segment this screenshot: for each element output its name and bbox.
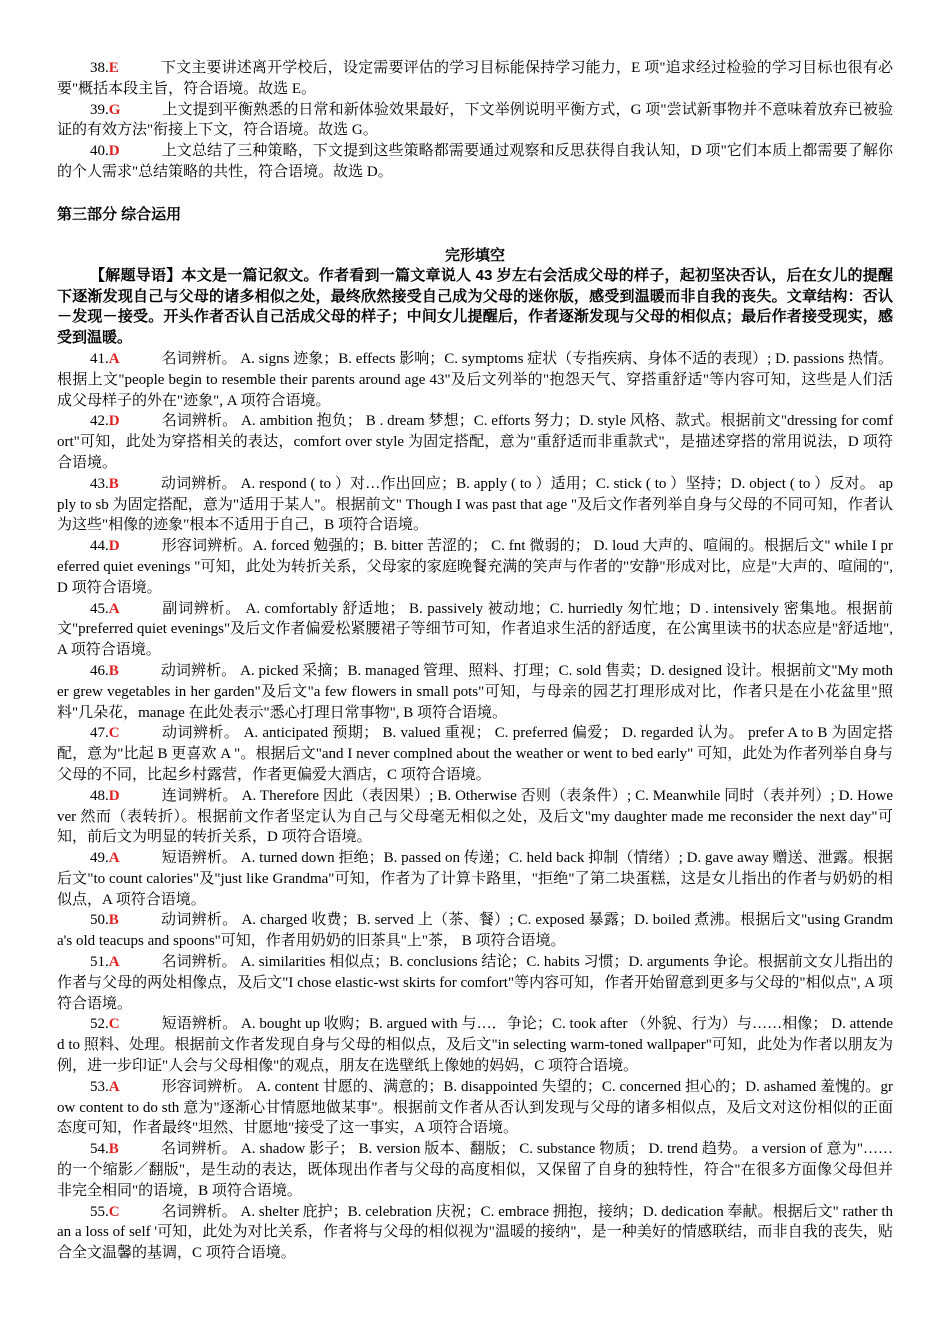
question-number: 48. xyxy=(90,787,109,804)
explanation-text: 上文总结了三种策略，下文提到这些策略都需要通过观察和反思获得自我认知，D 项"它们本质上都需要了解你的个人需求"总结策略的共性，符合语境。故选 D。 xyxy=(57,143,893,180)
explanation-text: 动词辨析。 A. picked 采摘；B. managed 管理、照料、打理；C. sold 售卖；D. designed 设计。根据前文"My mother grew vegetables in her garden"及后文"a few flowers in small pots"可知，与母亲的园艺打理形成对比，作者只是在小花盆里"照料"几朵花，manage 在此处表示"悉心打理日常事物", B 项符合语境。 xyxy=(57,662,893,721)
explanation-text: 名词辨析。 A. similarities 相似点；B. conclusions 结论；C. habits 习惯；D. arguments 争论。根据前文女儿指出的作者与父母的两处相像点，及后文"I chose elastic-wst skirts for comfort"等内容可知，作者开始留意到更多与父母的"相似点", A 项符合语境。 xyxy=(57,954,893,1012)
answer-list-cloze xyxy=(57,349,893,1264)
question-number: 41. xyxy=(90,350,109,367)
question-number: 46. xyxy=(90,662,109,679)
explanation-text: 副词辨析。 A. comfortably 舒适地； B. passively 被动地；C. hurriedly 匆忙地；D . intensively 密集地。根据前文"preferred quiet evenings"及后文作者偏爱松紧腰裙子等细节可知，作者追求生活的舒适度，在公寓里读书的状态应是"舒适地", A 项符合语境。 xyxy=(57,600,893,659)
question-number: 53. xyxy=(90,1078,109,1095)
answer-item xyxy=(57,411,893,473)
answer-letter: A xyxy=(108,850,120,867)
answer-item xyxy=(57,474,893,536)
answer-item xyxy=(57,1139,893,1201)
question-number: 44. xyxy=(90,538,109,555)
explanation-text: 动词辨析。 A. charged 收费；B. served 上（茶、餐）; C. exposed 暴露；D. boiled 煮沸。根据后文"using Grandma's old teacups and spoons"可知，作者用奶奶的旧茶具"上"茶， B 项符合语境。 xyxy=(57,912,893,950)
explanation-text: 动词辨析。 A. anticipated 预期； B. valued 重视； C. preferred 偏爱； D. regarded 认为。 prefer A to B 为固定搭配，意为"比起 B 更喜欢 A "。根据后文"and I never complned about the weather or went to bed early" 可知，此处为作者列举自身与父母的不同，比起乡村露营，作者更偏爱大酒店，C 项符合语境。 xyxy=(57,725,893,783)
explanation-text: 名词辨析。 A. shelter 庇护；B. celebration 庆祝；C. embrace 拥抱，接纳；D. dedication 奉献。根据后文" rather than a loss of self '可知，此处为对比关系，作者将与父母的相似视为"温暖的接纳"，是一种美好的情感联结，而非自我的丧失，贴合全文温馨的基调，C 项符合语境。 xyxy=(57,1203,893,1262)
question-number: 42. xyxy=(90,413,109,430)
answer-letter: B xyxy=(108,1141,119,1158)
answer-letter: G xyxy=(108,101,121,118)
explanation-text: 名词辨析。 A. ambition 抱负； B . dream 梦想；C. efforts 努力；D. style 风格、款式。根据前文"dressing for comfort"可知，此处为穿搭相关的表达，comfort over style 为固定搭配，意为"重舒适而非重款式"，是描述穿搭的常用说法，D 项符合语境。 xyxy=(57,413,893,471)
question-number: 47. xyxy=(90,725,109,742)
answer-letter: A xyxy=(108,954,120,971)
explanation-text: 短语辨析。 A. turned down 拒绝；B. passed on 传递；C. held back 抑制（情绪）; D. gave away 赠送、泄露。根据后文"to count calories"及"just like Grandma"可知，作者为了计算卡路里，"拒绝"了第二块蛋糕，这是女儿指出的作者与奶奶的相似点，A 项符合语境。 xyxy=(57,850,893,908)
document-page xyxy=(57,58,893,1264)
answer-item xyxy=(57,1202,893,1264)
answer-item xyxy=(57,661,893,723)
answer-letter: B xyxy=(108,662,119,679)
explanation-text: 名词辨析。 A. shadow 影子； B. version 版本、翻版； C. substance 物质； D. trend 趋势。 a version of 意为"……的一个缩影／翻版"，是生动的表达，既体现出作者与父母的高度相似，又保留了自身的独特性，符合"在很多方面像父母但并非完全相同"的语境，B 项符合语境。 xyxy=(57,1141,893,1199)
answer-letter: B xyxy=(108,475,119,492)
answer-item xyxy=(57,100,893,142)
answer-item xyxy=(57,910,893,952)
answer-item xyxy=(57,536,893,598)
answer-letter: C xyxy=(108,1016,120,1033)
question-number: 45. xyxy=(90,600,109,617)
answer-letter: D xyxy=(108,538,120,555)
answer-item xyxy=(57,1077,893,1139)
answer-item xyxy=(57,723,893,785)
answer-item xyxy=(57,786,893,848)
explanation-text: 上文提到平衡熟悉的日常和新体验效果最好，下文举例说明平衡方式，G 项"尝试新事物并不意味着放弃已被验证的有效方法"衔接上下文，符合语境。故选 G。 xyxy=(57,101,893,139)
answer-item xyxy=(57,599,893,661)
question-number: 40. xyxy=(90,143,109,160)
question-number: 39. xyxy=(90,101,109,118)
answer-list-top xyxy=(57,58,893,183)
answer-letter: A xyxy=(108,600,120,617)
question-number: 51. xyxy=(90,954,109,971)
answer-letter: C xyxy=(108,1203,120,1220)
explanation-text: 形容词辨析。 A. content 甘愿的、满意的；B. disappointed 失望的；C. concerned 担心的；D. ashamed 羞愧的。grow content to do sth 意为"逐渐心甘情愿地做某事"。根据前文作者从否认到发现与父母的诸多相似点，及后文对这份相似的正面态度可知，作者最终"坦然、甘愿地"接受了这一事实，A 项符合语境。 xyxy=(57,1078,893,1137)
answer-item xyxy=(57,952,893,1014)
guide-paragraph: 【解题导语】本文是一篇记叙文。作者看到一篇文章说人 43 岁左右会活成父母的样子，起初坚决否认，后在女儿的提醒下逐渐发现自己与父母的诸多相似之处，最终欣然接受自己成为父母的迷你版，感受到温暖而非自我的丧失。文章结构：否认－发现－接受。开头作者否认自己活成父母的样子；中间女儿提醒后，作者逐渐发现与父母的相似点；最后作者接受现实，感受到温暖。 xyxy=(57,266,893,347)
answer-item xyxy=(57,1014,893,1076)
question-number: 50. xyxy=(90,912,109,929)
answer-item xyxy=(57,141,893,183)
explanation-text: 短语辨析。 A. bought up 收购；B. argued with 与…．争论；C. took after （外貌、行为）与……相像； D. attended to 照料、处理。根据前文作者发现自身与父母的相似点，及后文"in selecting warm-toned wallpaper"可知，此处为作者以朋友为例，进一步印证"人会与父母相像"的观点，朋友在选壁纸上像她的妈妈，C 项符合语境。 xyxy=(57,1016,893,1075)
question-number: 52. xyxy=(90,1016,109,1033)
answer-letter: D xyxy=(108,787,120,804)
answer-item xyxy=(57,349,893,411)
section-heading: 第三部分 综合运用 xyxy=(57,205,182,223)
answer-letter: D xyxy=(108,143,120,160)
cloze-title: 完形填空 xyxy=(444,246,505,264)
question-number: 54. xyxy=(90,1141,109,1158)
answer-letter: B xyxy=(108,912,119,929)
answer-letter: C xyxy=(108,725,120,742)
explanation-text: 连词辨析。 A. Therefore 因此（表因果）; B. Otherwise 否则（表条件）; C. Meanwhile 同时（表并列）; D. However 然而（表转折）。根据前文作者坚定认为自己与父母毫无相似之处，及后文"my daughter made me reconsider the next day"可知，前后文为明显的转折关系，D 项符合语境。 xyxy=(57,787,893,846)
question-number: 49. xyxy=(90,850,109,867)
explanation-text: 形容词辨析。A. forced 勉强的；B. bitter 苦涩的； C. fnt 微弱的； D. loud 大声的、喧闹的。根据后文" while I preferred quiet evenings "可知，此处为转折关系，父母家的家庭晚餐充满的笑声与作者的"安静"形成对比，应是"大声的、喧闹的", D 项符合语境。 xyxy=(57,538,893,596)
answer-letter: A xyxy=(108,1078,120,1095)
question-number: 55. xyxy=(90,1203,109,1220)
question-number: 38. xyxy=(90,60,109,76)
answer-letter: D xyxy=(108,413,120,430)
explanation-text: 动词辨析。 A. respond ( to ）对…作出回应；B. apply ( to ）适用；C. stick ( to ）坚持；D. object ( to ）反对。 apply to sb 为固定搭配，意为"适用于某人"。根据前文" Though I was past that age "及后文作者列举自身与父母的不同可知，作者认为这些"相像的迹象"根本不适用于自己，B 项符合语境。 xyxy=(57,475,893,534)
explanation-text: 下文主要讲述离开学校后，设定需要评估的学习目标能保持学习能力，E 项"追求经过检验的学习目标也很有必要"概括本段主旨，符合语境。故选 E。 xyxy=(57,60,893,97)
answer-item xyxy=(57,58,893,100)
answer-letter: E xyxy=(108,60,119,76)
answer-item xyxy=(57,848,893,910)
question-number: 43. xyxy=(90,475,109,492)
explanation-text: 名词辨析。 A. signs 迹象；B. effects 影响；C. symptoms 症状（专指疾病、身体不适的表现）; D. passions 热情。根据上文"people begin to resemble their parents around age 43"及后文列举的"抱怨天气、穿搭重舒适"等内容可知，这些是人们活成父母样子的外在"迹象", A 项符合语境。 xyxy=(57,350,893,409)
answer-letter: A xyxy=(108,350,120,367)
